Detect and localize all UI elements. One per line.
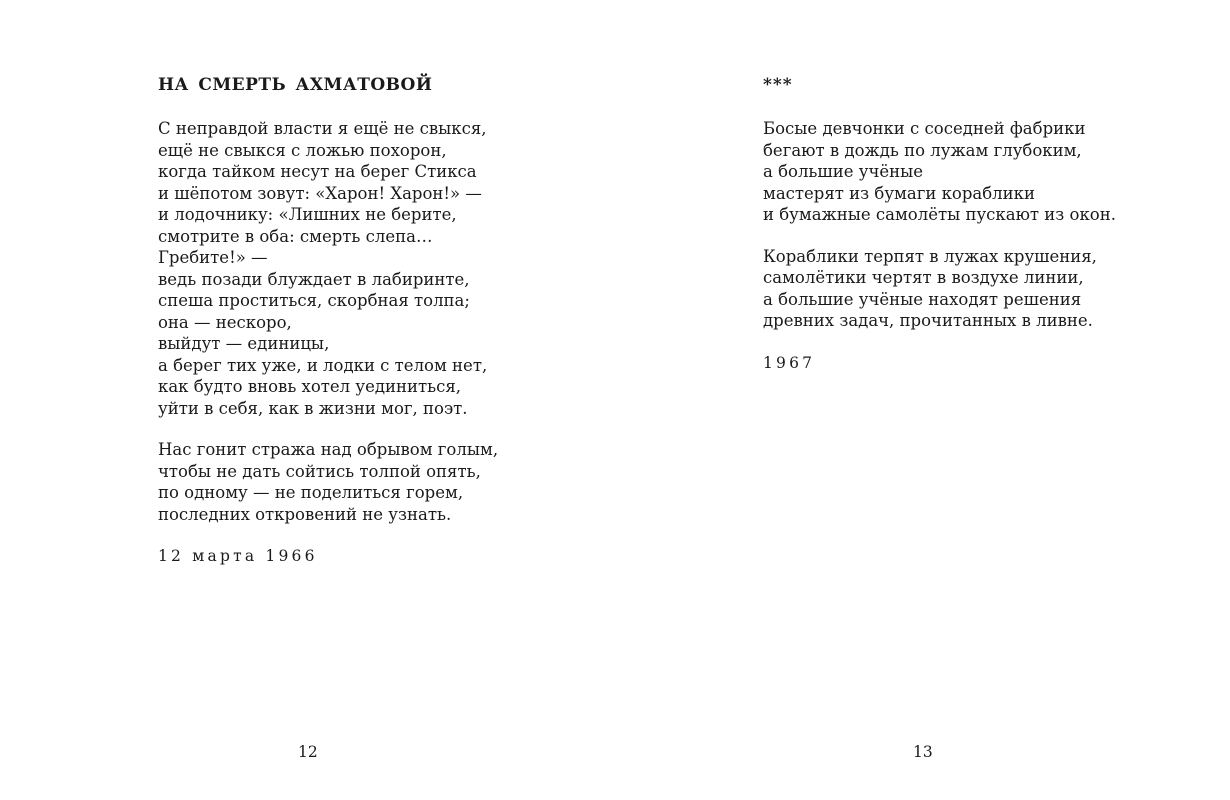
verse-line: чтобы не дать сойтись толпой опять, xyxy=(158,461,481,481)
stanza-1 xyxy=(763,118,1203,226)
verse-line: а большие учёные находят решения xyxy=(763,289,1082,309)
verse-line: С неправдой власти я ещё не свыкся, xyxy=(158,119,487,138)
verse-line: Босые девчонки с соседней фабрики xyxy=(763,119,1086,138)
verse-line: когда тайком несут на берег Стикса xyxy=(158,162,477,181)
verse-line: ведь позади блуждает в лабиринте, xyxy=(158,269,470,289)
verse-line: и лодочнику: «Лишних не берите, xyxy=(158,205,457,224)
poem-title: НА СМЕРТЬ АХМАТОВОЙ xyxy=(158,75,433,95)
verse-line: последних откровений не узнать. xyxy=(158,504,452,524)
verse-line: и бумажные самолёты пускают из окон. xyxy=(763,205,1116,224)
verse-line: спеша проститься, скорбная толпа; xyxy=(158,291,470,310)
verse-line: по одному — не поделиться горем, xyxy=(158,483,464,502)
verse-line: самолётики чертят в воздухе линии, xyxy=(763,268,1084,287)
page-number: 13 xyxy=(913,743,933,761)
verse-line: и шёпотом зовут: «Харон! Харон!» — xyxy=(158,183,482,203)
poem-untitled xyxy=(763,74,1203,374)
verse-line: ещё не свыкся с ложью похорон, xyxy=(158,140,447,160)
poem-date: 1967 xyxy=(763,353,816,372)
verse-line: смотрите в оба: смерть слепа… xyxy=(158,226,433,246)
verse-line: Гребите!» — xyxy=(158,248,268,267)
poem-date: 12 марта 1966 xyxy=(158,547,318,565)
verse-line: мастерят из бумаги кораблики xyxy=(763,183,1035,203)
verse-line: бегают в дождь по лужам глубоким, xyxy=(763,140,1082,160)
stanza-1 xyxy=(158,118,578,419)
page-number: 12 xyxy=(298,743,318,761)
right-page xyxy=(615,0,1230,800)
verse-line: Нас гонит стража над обрывом голым, xyxy=(158,440,499,459)
verse-line: как будто вновь хотел уединиться, xyxy=(158,377,462,396)
verse-line: а берег тих уже, и лодки с телом нет, xyxy=(158,355,488,375)
verse-line: уйти в себя, как в жизни мог, поэт. xyxy=(158,398,468,418)
verse-line: она — нескоро, xyxy=(158,312,292,332)
verse-line: а большие учёные xyxy=(763,162,924,181)
poem-akhmatova xyxy=(158,74,578,567)
stanza-2 xyxy=(158,439,578,525)
stanza-2 xyxy=(763,246,1203,332)
verse-line: древних задач, прочитанных в ливне. xyxy=(763,311,1093,330)
poem-title: *** xyxy=(763,75,793,95)
verse-line: Кораблики терпят в лужах крушения, xyxy=(763,246,1097,266)
verse-line: выйдут — единицы, xyxy=(158,334,330,353)
